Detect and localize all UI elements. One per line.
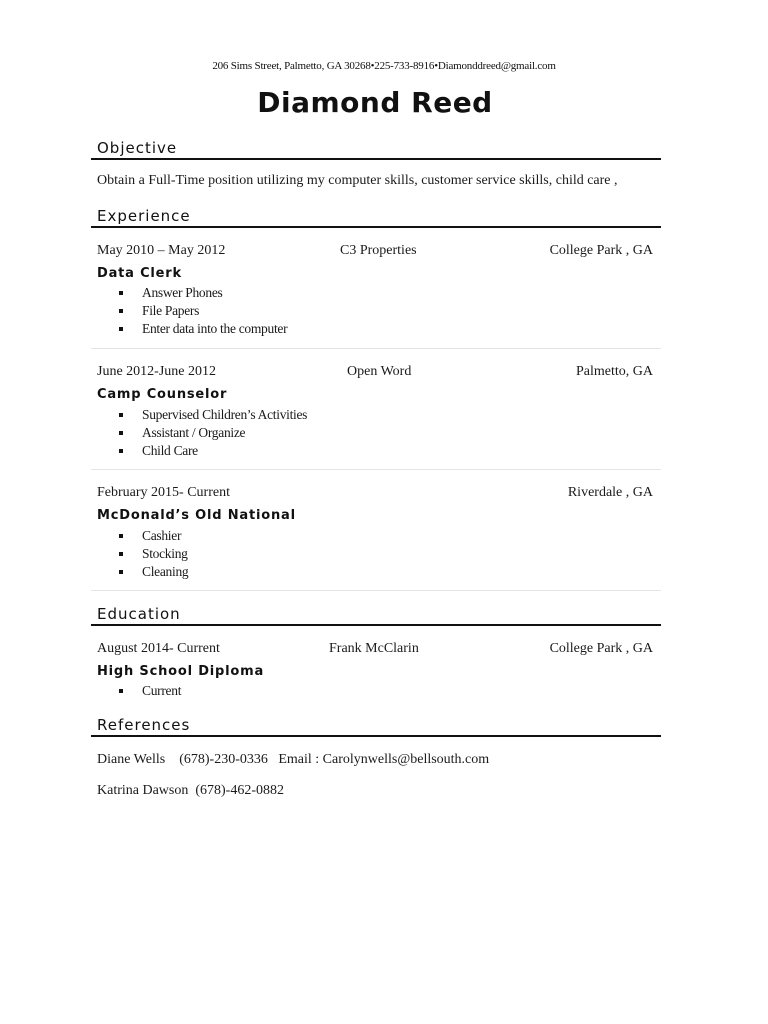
- objective-heading: Objective: [97, 139, 178, 157]
- job-dates: May 2010 – May 2012: [97, 243, 226, 258]
- references-section-header: [91, 713, 661, 737]
- job-dates: June 2012-June 2012: [97, 364, 216, 379]
- education-entry: [91, 641, 661, 698]
- divider: [91, 469, 661, 470]
- reference-entry: Katrina Dawson (678)-462-0882: [97, 783, 285, 798]
- list-item: Child Care: [119, 443, 307, 461]
- job-role: Camp Counselor: [97, 387, 228, 402]
- reference-entry: Diane Wells (678)-230-0336 Email : Carolynwells@bellsouth.com: [97, 752, 490, 767]
- divider: [91, 348, 661, 349]
- education-section-header: [91, 602, 661, 626]
- list-item: Assistant / Organize: [119, 425, 307, 443]
- objective-section-header: [91, 136, 661, 160]
- divider: [91, 590, 661, 591]
- contact-line: 206 Sims Street, Palmetto, GA 30268•225-733-8916•Diamonddreed@gmail.com: [212, 60, 556, 72]
- list-item: Stocking: [119, 546, 188, 564]
- list-item: Cashier: [119, 528, 188, 546]
- experience-section-header: [91, 204, 661, 228]
- education-details-list: [119, 683, 181, 701]
- job-location: Riverdale , GA: [567, 485, 653, 500]
- degree: High School Diploma: [97, 664, 265, 679]
- list-item: Enter data into the computer: [119, 321, 287, 339]
- job-entry: [91, 364, 661, 458]
- job-employer: Open Word: [347, 364, 412, 379]
- objective-text: Obtain a Full-Time position utilizing my computer skills, customer service skills, child care ,: [97, 173, 618, 188]
- education-heading: Education: [97, 605, 181, 623]
- job-location: Palmetto, GA: [576, 364, 653, 379]
- job-role: McDonald’s Old National: [97, 508, 296, 523]
- job-duties-list: [119, 528, 188, 582]
- job-duties-list: [119, 407, 307, 461]
- school-name: Frank McClarin: [329, 641, 419, 656]
- applicant-name: Diamond Reed: [257, 86, 493, 119]
- education-dates: August 2014- Current: [97, 641, 220, 656]
- job-entry: [91, 485, 661, 579]
- job-role: Data Clerk: [97, 266, 182, 281]
- job-employer: C3 Properties: [340, 243, 417, 258]
- list-item: File Papers: [119, 303, 287, 321]
- list-item: Supervised Children’s Activities: [119, 407, 307, 425]
- job-entry: [91, 243, 661, 336]
- list-item: Current: [119, 683, 181, 701]
- references-heading: References: [97, 716, 191, 734]
- list-item: Cleaning: [119, 564, 188, 582]
- job-location: College Park , GA: [549, 243, 653, 258]
- school-location: College Park , GA: [549, 641, 653, 656]
- job-duties-list: [119, 285, 287, 339]
- experience-heading: Experience: [97, 207, 191, 225]
- list-item: Answer Phones: [119, 285, 287, 303]
- job-dates: February 2015- Current: [97, 485, 230, 500]
